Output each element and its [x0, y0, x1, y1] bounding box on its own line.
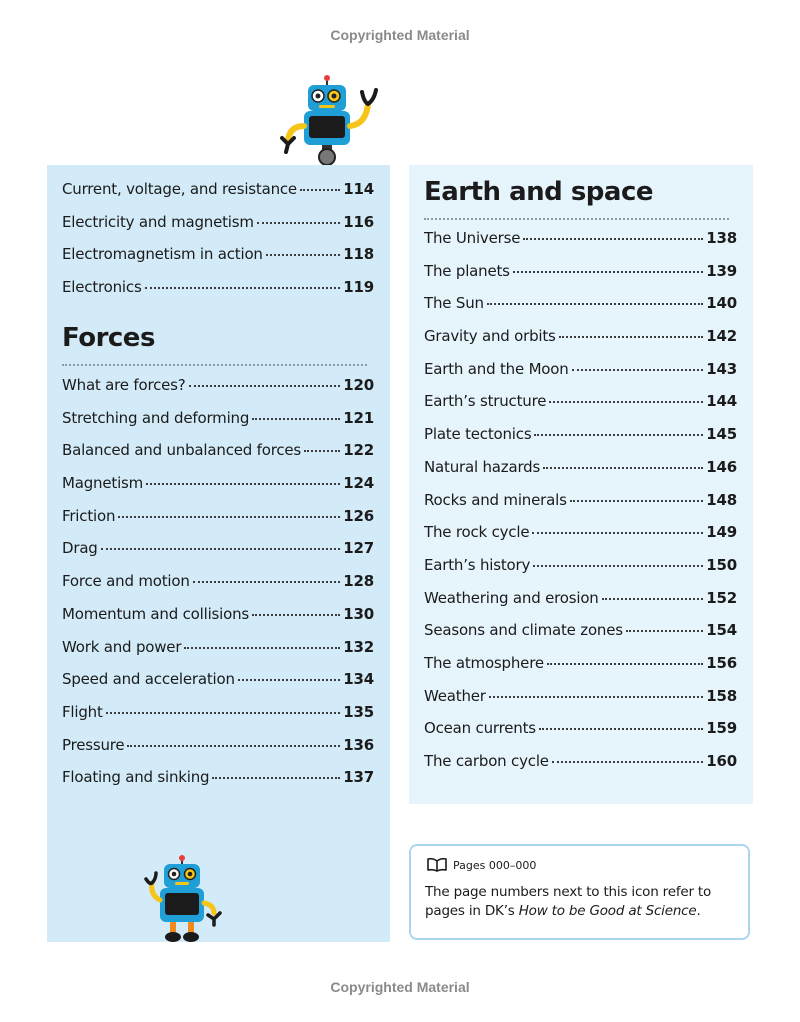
toc-entry[interactable]: Friction 126	[62, 506, 374, 525]
forces-section-title: Forces	[62, 323, 155, 353]
toc-entry[interactable]: The planets 139	[424, 261, 737, 280]
copyright-bottom: Copyrighted Material	[330, 979, 470, 995]
toc-entry[interactable]: Electromagnetism in action 118	[62, 245, 374, 264]
toc-entry[interactable]: Work and power 132	[62, 637, 374, 656]
toc-entry[interactable]: Balanced and unbalanced forces 122	[62, 441, 374, 460]
left-contents-panel	[47, 165, 390, 942]
toc-entry[interactable]: Earth and the Moon 143	[424, 359, 737, 378]
toc-entry[interactable]: Pressure 136	[62, 735, 374, 754]
toc-entry[interactable]: Current, voltage, and resistance 114	[62, 180, 374, 198]
earth-space-section-title: Earth and space	[424, 177, 654, 207]
toc-entry[interactable]: Seasons and climate zones 154	[424, 621, 737, 640]
toc-entry[interactable]: Earth’s structure 144	[424, 392, 737, 411]
book-title: How to be Good at Science	[518, 903, 697, 919]
toc-entry[interactable]: Stretching and deforming 121	[62, 408, 374, 427]
toc-entry[interactable]: Plate tectonics 145	[424, 425, 737, 444]
earth-space-entries-list	[424, 229, 737, 785]
earth-space-divider	[424, 218, 729, 220]
toc-entry[interactable]: Speed and acceleration 134	[62, 670, 374, 689]
toc-entry[interactable]: Drag 127	[62, 539, 374, 558]
electricity-entries-list	[62, 180, 374, 311]
forces-entries-list	[62, 376, 374, 801]
page-reference-note	[409, 844, 750, 940]
copyright-top: Copyrighted Material	[330, 27, 470, 43]
toc-entry[interactable]: Floating and sinking 137	[62, 768, 374, 787]
toc-entry[interactable]: The atmosphere 156	[424, 653, 737, 672]
note-text: The page numbers next to this icon refer to pages in DK’s How to be Good at Science.	[425, 884, 712, 919]
toc-entry[interactable]: The carbon cycle 160	[424, 752, 737, 770]
toc-entry[interactable]: The rock cycle 149	[424, 523, 737, 542]
toc-entry[interactable]: Momentum and collisions 130	[62, 604, 374, 623]
toc-entry[interactable]: Natural hazards 146	[424, 457, 737, 476]
toc-entry[interactable]: Electricity and magnetism 116	[62, 212, 374, 231]
right-contents-panel	[409, 165, 753, 804]
note-header	[427, 858, 536, 872]
toc-entry[interactable]: The Sun 140	[424, 294, 737, 313]
open-book-icon	[427, 858, 447, 872]
toc-entry[interactable]: Rocks and minerals 148	[424, 490, 737, 509]
toc-entry[interactable]: What are forces? 120	[62, 376, 374, 394]
toc-entry[interactable]: Weather 158	[424, 686, 737, 705]
toc-entry[interactable]: Magnetism 124	[62, 474, 374, 493]
pages-label: Pages 000–000	[453, 858, 537, 872]
forces-divider	[62, 364, 367, 366]
toc-entry[interactable]: Ocean currents 159	[424, 719, 737, 738]
toc-entry[interactable]: Earth’s history 150	[424, 555, 737, 574]
toc-entry[interactable]: Weathering and erosion 152	[424, 588, 737, 607]
toc-entry[interactable]: Electronics 119	[62, 278, 374, 297]
robot-waving-illustration	[278, 74, 384, 166]
robot-standing-illustration	[144, 855, 224, 943]
toc-entry[interactable]: Gravity and orbits 142	[424, 327, 737, 346]
toc-entry[interactable]: Flight 135	[62, 702, 374, 721]
toc-entry[interactable]: Force and motion 128	[62, 572, 374, 591]
toc-entry[interactable]: The Universe 138	[424, 229, 737, 247]
